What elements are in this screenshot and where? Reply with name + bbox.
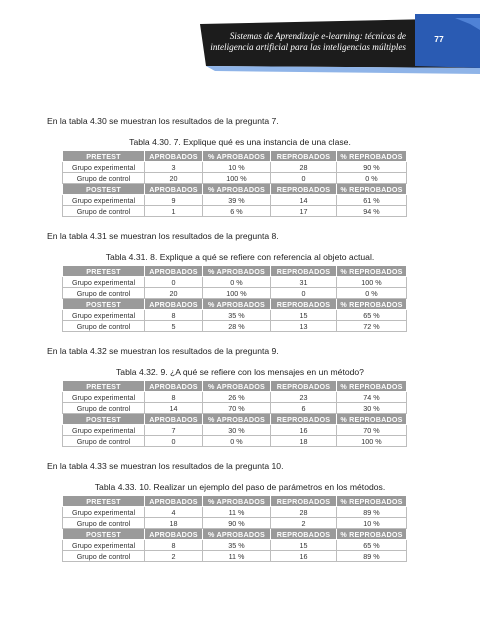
column-header: REPROBADOS: [271, 299, 337, 310]
column-header: REPROBADOS: [271, 529, 337, 540]
table-cell: 35 %: [203, 540, 271, 551]
table-cell: 20: [145, 288, 203, 299]
table-cell: 0: [145, 277, 203, 288]
table-cell: 30 %: [337, 403, 407, 414]
table-cell: Grupo experimental: [63, 392, 145, 403]
column-header: POSTEST: [63, 414, 145, 425]
table-caption-4-33: Tabla 4.33. 10. Realizar un ejemplo del paso de parámetros en los métodos.: [94, 482, 386, 492]
column-header: % APROBADOS: [203, 529, 271, 540]
section-intro-4-31: En la tabla 4.31 se muestran los resultados de la pregunta 8.: [47, 231, 279, 241]
column-header: % APROBADOS: [203, 299, 271, 310]
column-header: % REPROBADOS: [337, 529, 407, 540]
table-cell: Grupo experimental: [63, 507, 145, 518]
section-intro-4-33: En la tabla 4.33 se muestran los resultados de la pregunta 10.: [47, 461, 284, 471]
column-header: % REPROBADOS: [337, 496, 407, 507]
column-header: % REPROBADOS: [337, 381, 407, 392]
table-cell: 70 %: [203, 403, 271, 414]
table-cell: 8: [145, 310, 203, 321]
table-row: [63, 436, 407, 447]
table-header-row: [63, 496, 407, 507]
column-header: REPROBADOS: [271, 496, 337, 507]
column-header: % APROBADOS: [203, 266, 271, 277]
table-cell: 0: [271, 288, 337, 299]
table-cell: 8: [145, 540, 203, 551]
column-header: POSTEST: [63, 299, 145, 310]
column-header: % APROBADOS: [203, 414, 271, 425]
table-cell: 15: [271, 310, 337, 321]
table-cell: 31: [271, 277, 337, 288]
table-cell: 100 %: [203, 173, 271, 184]
table-cell: 90 %: [337, 162, 407, 173]
table-row: [63, 310, 407, 321]
table-header-row: [63, 529, 407, 540]
table-cell: 26 %: [203, 392, 271, 403]
table-cell: 74 %: [337, 392, 407, 403]
table-cell: Grupo de control: [63, 403, 145, 414]
section-intro-4-30: En la tabla 4.30 se muestran los resultados de la pregunta 7.: [47, 116, 279, 126]
table-caption-4-30: Tabla 4.30. 7. Explique qué es una instancia de una clase.: [129, 137, 351, 147]
table-row: [63, 173, 407, 184]
table-header-row: [63, 266, 407, 277]
table-row: [63, 277, 407, 288]
column-header: % APROBADOS: [203, 496, 271, 507]
table-row: [63, 551, 407, 562]
table-cell: 0 %: [337, 173, 407, 184]
table-cell: 16: [271, 551, 337, 562]
table-cell: 100 %: [203, 288, 271, 299]
table-cell: 0 %: [337, 288, 407, 299]
table-cell: 65 %: [337, 310, 407, 321]
table-cell: 18: [271, 436, 337, 447]
table-cell: 89 %: [337, 507, 407, 518]
table-cell: Grupo experimental: [63, 540, 145, 551]
table-cell: 89 %: [337, 551, 407, 562]
table-cell: 2: [271, 518, 337, 529]
table-header-row: [63, 151, 407, 162]
table-cell: 70 %: [337, 425, 407, 436]
table-cell: 23: [271, 392, 337, 403]
table-cell: 0 %: [203, 436, 271, 447]
table-cell: 5: [145, 321, 203, 332]
table-row: [63, 162, 407, 173]
column-header: % REPROBADOS: [337, 266, 407, 277]
column-header: REPROBADOS: [271, 266, 337, 277]
column-header: POSTEST: [63, 184, 145, 195]
table-cell: 11 %: [203, 507, 271, 518]
column-header: PRETEST: [63, 266, 145, 277]
table-row: [63, 206, 407, 217]
table-cell: 72 %: [337, 321, 407, 332]
results-table-4-32: [62, 380, 407, 447]
column-header: APROBADOS: [145, 496, 203, 507]
table-cell: 61 %: [337, 195, 407, 206]
column-header: % REPROBADOS: [337, 299, 407, 310]
table-cell: 3: [145, 162, 203, 173]
table-cell: Grupo de control: [63, 321, 145, 332]
table-cell: 100 %: [337, 436, 407, 447]
column-header: PRETEST: [63, 496, 145, 507]
table-cell: 0: [271, 173, 337, 184]
table-row: [63, 195, 407, 206]
table-cell: 13: [271, 321, 337, 332]
column-header: POSTEST: [63, 529, 145, 540]
table-cell: 16: [271, 425, 337, 436]
column-header: APROBADOS: [145, 299, 203, 310]
running-header-line-2: inteligencia artificial para las inteligencias múltiples: [210, 42, 406, 52]
table-cell: 6: [271, 403, 337, 414]
table-cell: 14: [271, 195, 337, 206]
section-intro-4-32: En la tabla 4.32 se muestran los resultados de la pregunta 9.: [47, 346, 279, 356]
column-header: % APROBADOS: [203, 381, 271, 392]
table-row: [63, 321, 407, 332]
page-number: 77: [434, 34, 444, 44]
column-header: % APROBADOS: [203, 184, 271, 195]
results-table-4-30: [62, 150, 407, 217]
column-header: APROBADOS: [145, 414, 203, 425]
table-cell: 90 %: [203, 518, 271, 529]
table-caption-4-32: Tabla 4.32. 9. ¿A qué se refiere con los mensajes en un método?: [116, 367, 364, 377]
table-cell: 0: [145, 436, 203, 447]
table-cell: 65 %: [337, 540, 407, 551]
table-cell: 28 %: [203, 321, 271, 332]
table-cell: Grupo de control: [63, 436, 145, 447]
table-cell: 17: [271, 206, 337, 217]
table-cell: Grupo experimental: [63, 195, 145, 206]
column-header: % REPROBADOS: [337, 414, 407, 425]
table-cell: 30 %: [203, 425, 271, 436]
column-header: REPROBADOS: [271, 184, 337, 195]
table-cell: 8: [145, 392, 203, 403]
column-header: REPROBADOS: [271, 414, 337, 425]
results-table-4-31: [62, 265, 407, 332]
table-row: [63, 518, 407, 529]
table-cell: 94 %: [337, 206, 407, 217]
table-cell: Grupo de control: [63, 206, 145, 217]
table-cell: 4: [145, 507, 203, 518]
table-cell: Grupo de control: [63, 551, 145, 562]
table-cell: 10 %: [337, 518, 407, 529]
table-cell: Grupo experimental: [63, 162, 145, 173]
column-header: % REPROBADOS: [337, 184, 407, 195]
results-table-4-33: [62, 495, 407, 562]
column-header: PRETEST: [63, 151, 145, 162]
table-row: [63, 392, 407, 403]
table-cell: 2: [145, 551, 203, 562]
table-header-row: [63, 184, 407, 195]
table-cell: 28: [271, 162, 337, 173]
column-header: REPROBADOS: [271, 381, 337, 392]
table-cell: 28: [271, 507, 337, 518]
table-cell: Grupo experimental: [63, 310, 145, 321]
table-cell: Grupo experimental: [63, 277, 145, 288]
table-cell: Grupo de control: [63, 288, 145, 299]
running-header-line-1: Sistemas de Aprendizaje e-learning: técnicas de: [229, 31, 406, 41]
table-cell: 39 %: [203, 195, 271, 206]
table-row: [63, 540, 407, 551]
table-cell: 20: [145, 173, 203, 184]
table-row: [63, 425, 407, 436]
column-header: APROBADOS: [145, 184, 203, 195]
table-cell: 6 %: [203, 206, 271, 217]
table-header-row: [63, 299, 407, 310]
header-banner: [0, 0, 480, 80]
table-header-row: [63, 381, 407, 392]
table-cell: 7: [145, 425, 203, 436]
column-header: % APROBADOS: [203, 151, 271, 162]
table-row: [63, 403, 407, 414]
column-header: APROBADOS: [145, 381, 203, 392]
table-row: [63, 507, 407, 518]
table-cell: 14: [145, 403, 203, 414]
column-header: APROBADOS: [145, 151, 203, 162]
table-cell: Grupo de control: [63, 173, 145, 184]
table-cell: 15: [271, 540, 337, 551]
column-header: PRETEST: [63, 381, 145, 392]
column-header: % REPROBADOS: [337, 151, 407, 162]
table-cell: 9: [145, 195, 203, 206]
table-cell: 100 %: [337, 277, 407, 288]
table-caption-4-31: Tabla 4.31. 8. Explique a qué se refiere con referencia al objeto actual.: [105, 252, 375, 262]
table-cell: Grupo experimental: [63, 425, 145, 436]
column-header: APROBADOS: [145, 529, 203, 540]
column-header: REPROBADOS: [271, 151, 337, 162]
table-cell: 35 %: [203, 310, 271, 321]
table-cell: 11 %: [203, 551, 271, 562]
table-cell: Grupo de control: [63, 518, 145, 529]
table-cell: 1: [145, 206, 203, 217]
table-header-row: [63, 414, 407, 425]
running-header-title: [210, 31, 406, 53]
table-cell: 0 %: [203, 277, 271, 288]
column-header: APROBADOS: [145, 266, 203, 277]
table-row: [63, 288, 407, 299]
table-cell: 18: [145, 518, 203, 529]
table-cell: 10 %: [203, 162, 271, 173]
